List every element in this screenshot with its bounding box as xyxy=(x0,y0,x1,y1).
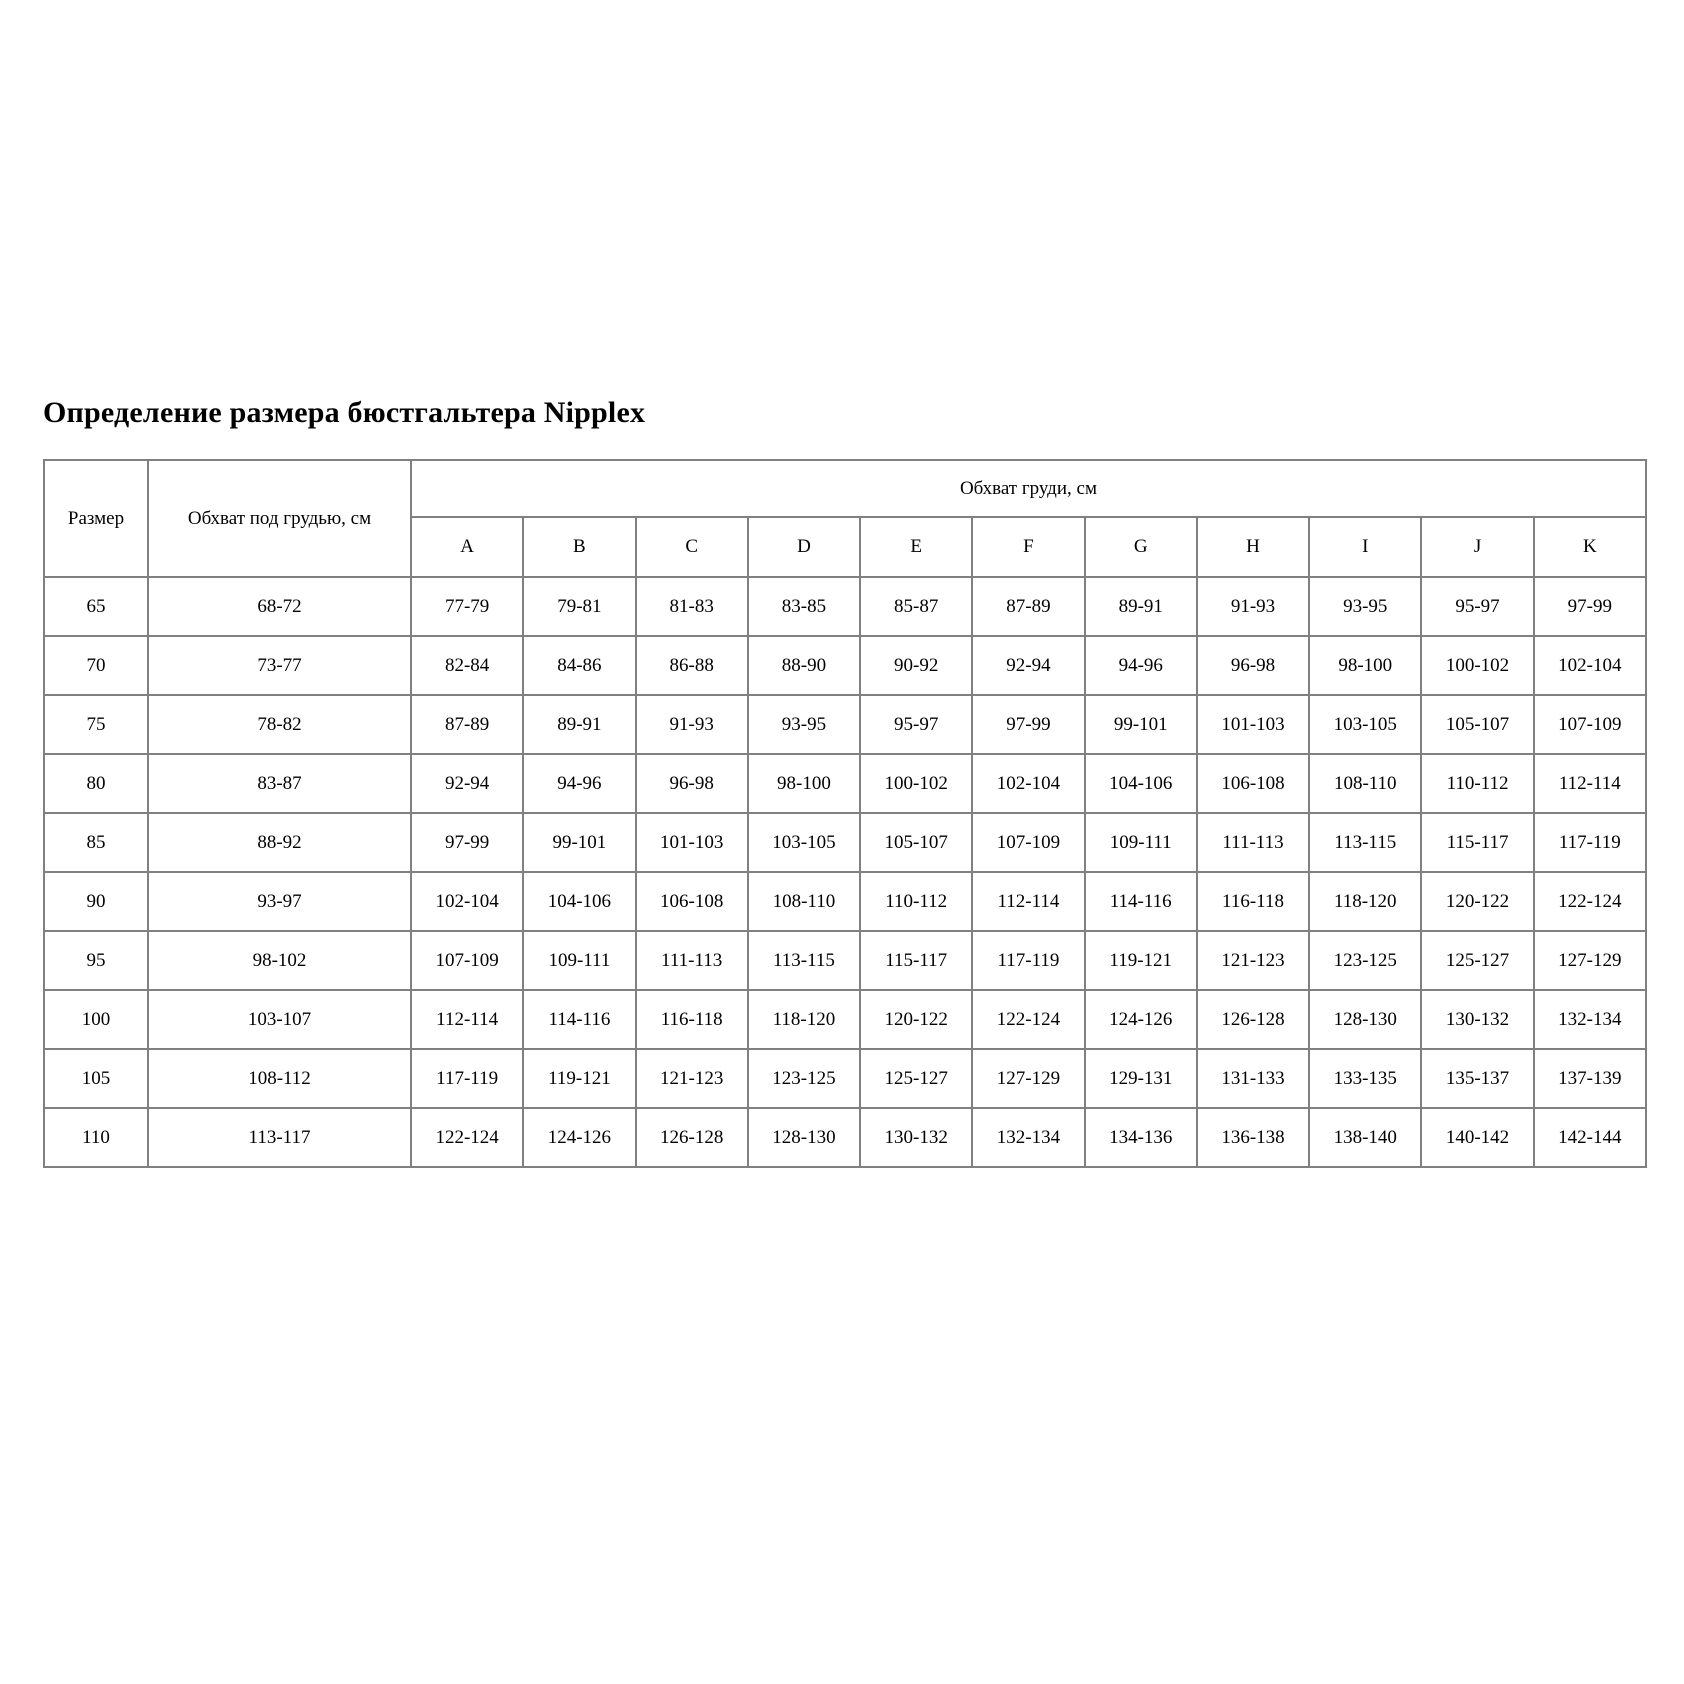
cup-cell: 117-119 xyxy=(972,931,1084,990)
cup-cell: 99-101 xyxy=(523,813,635,872)
cup-cell: 142-144 xyxy=(1534,1108,1646,1167)
cup-cell: 115-117 xyxy=(1421,813,1533,872)
cup-cell: 79-81 xyxy=(523,577,635,636)
cup-header-D: D xyxy=(748,517,860,577)
cup-cell: 127-129 xyxy=(972,1049,1084,1108)
cup-cell: 120-122 xyxy=(1421,872,1533,931)
cup-cell: 95-97 xyxy=(1421,577,1533,636)
table-row xyxy=(44,1108,1646,1167)
cup-cell: 130-132 xyxy=(860,1108,972,1167)
cup-cell: 98-100 xyxy=(748,754,860,813)
table-row xyxy=(44,813,1646,872)
cup-cell: 89-91 xyxy=(1085,577,1197,636)
cup-cell: 103-105 xyxy=(748,813,860,872)
cup-cell: 105-107 xyxy=(1421,695,1533,754)
bust-header-row xyxy=(44,460,1646,517)
bra-size-table xyxy=(43,459,1647,1168)
cup-cell: 125-127 xyxy=(1421,931,1533,990)
underbust-cell: 113-117 xyxy=(148,1108,411,1167)
cup-cell: 94-96 xyxy=(1085,636,1197,695)
cup-cell: 89-91 xyxy=(523,695,635,754)
cup-cell: 110-112 xyxy=(860,872,972,931)
cup-cell: 99-101 xyxy=(1085,695,1197,754)
underbust-cell: 103-107 xyxy=(148,990,411,1049)
cup-cell: 102-104 xyxy=(411,872,523,931)
cup-cell: 97-99 xyxy=(411,813,523,872)
cup-cell: 100-102 xyxy=(1421,636,1533,695)
underbust-cell: 108-112 xyxy=(148,1049,411,1108)
cup-cell: 127-129 xyxy=(1534,931,1646,990)
cup-cell: 87-89 xyxy=(972,577,1084,636)
table-row xyxy=(44,695,1646,754)
cup-cell: 112-114 xyxy=(1534,754,1646,813)
page-title: Определение размера бюстгальтера Nipplex xyxy=(43,396,646,429)
cup-header-J: J xyxy=(1421,517,1533,577)
table-row xyxy=(44,931,1646,990)
cup-cell: 129-131 xyxy=(1085,1049,1197,1108)
cup-cell: 84-86 xyxy=(523,636,635,695)
cup-cell: 91-93 xyxy=(636,695,748,754)
cup-cell: 137-139 xyxy=(1534,1049,1646,1108)
underbust-cell: 98-102 xyxy=(148,931,411,990)
cup-cell: 122-124 xyxy=(411,1108,523,1167)
cup-cell: 98-100 xyxy=(1309,636,1421,695)
cup-cell: 107-109 xyxy=(1534,695,1646,754)
cup-cell: 109-111 xyxy=(1085,813,1197,872)
underbust-cell: 73-77 xyxy=(148,636,411,695)
cup-cell: 128-130 xyxy=(1309,990,1421,1049)
size-column-header: Размер xyxy=(44,460,148,577)
cup-header-G: G xyxy=(1085,517,1197,577)
cup-cell: 133-135 xyxy=(1309,1049,1421,1108)
cup-cell: 86-88 xyxy=(636,636,748,695)
cup-cell: 93-95 xyxy=(1309,577,1421,636)
cup-cell: 102-104 xyxy=(1534,636,1646,695)
cup-cell: 115-117 xyxy=(860,931,972,990)
cup-cell: 118-120 xyxy=(748,990,860,1049)
cup-cell: 124-126 xyxy=(1085,990,1197,1049)
cup-cell: 122-124 xyxy=(972,990,1084,1049)
cup-header-E: E xyxy=(860,517,972,577)
cup-cell: 119-121 xyxy=(1085,931,1197,990)
cup-header-I: I xyxy=(1309,517,1421,577)
size-cell: 85 xyxy=(44,813,148,872)
cup-header-F: F xyxy=(972,517,1084,577)
cup-cell: 102-104 xyxy=(972,754,1084,813)
cup-cell: 112-114 xyxy=(411,990,523,1049)
cup-cell: 85-87 xyxy=(860,577,972,636)
size-table-header xyxy=(44,460,1646,577)
cup-cell: 114-116 xyxy=(1085,872,1197,931)
cup-cell: 94-96 xyxy=(523,754,635,813)
cup-cell: 140-142 xyxy=(1421,1108,1533,1167)
cup-cell: 135-137 xyxy=(1421,1049,1533,1108)
cup-cell: 136-138 xyxy=(1197,1108,1309,1167)
cup-cell: 116-118 xyxy=(636,990,748,1049)
cup-cell: 92-94 xyxy=(972,636,1084,695)
cup-cell: 107-109 xyxy=(411,931,523,990)
cup-cell: 109-111 xyxy=(523,931,635,990)
underbust-cell: 78-82 xyxy=(148,695,411,754)
cup-cell: 101-103 xyxy=(1197,695,1309,754)
cup-cell: 118-120 xyxy=(1309,872,1421,931)
cup-cell: 112-114 xyxy=(972,872,1084,931)
underbust-cell: 93-97 xyxy=(148,872,411,931)
table-row xyxy=(44,754,1646,813)
table-row xyxy=(44,872,1646,931)
underbust-cell: 68-72 xyxy=(148,577,411,636)
cup-cell: 106-108 xyxy=(636,872,748,931)
cup-cell: 104-106 xyxy=(1085,754,1197,813)
cup-header-B: B xyxy=(523,517,635,577)
cup-cell: 114-116 xyxy=(523,990,635,1049)
size-table-body xyxy=(44,577,1646,1167)
cup-header-A: A xyxy=(411,517,523,577)
cup-cell: 138-140 xyxy=(1309,1108,1421,1167)
size-cell: 110 xyxy=(44,1108,148,1167)
cup-cell: 113-115 xyxy=(748,931,860,990)
cup-header-C: C xyxy=(636,517,748,577)
cup-cell: 96-98 xyxy=(1197,636,1309,695)
cup-cell: 81-83 xyxy=(636,577,748,636)
cup-cell: 97-99 xyxy=(972,695,1084,754)
table-row xyxy=(44,577,1646,636)
cup-cell: 77-79 xyxy=(411,577,523,636)
cup-cell: 101-103 xyxy=(636,813,748,872)
cup-cell: 90-92 xyxy=(860,636,972,695)
cup-cell: 95-97 xyxy=(860,695,972,754)
size-cell: 90 xyxy=(44,872,148,931)
cup-cell: 117-119 xyxy=(1534,813,1646,872)
cup-cell: 123-125 xyxy=(748,1049,860,1108)
cup-cell: 130-132 xyxy=(1421,990,1533,1049)
cup-cell: 83-85 xyxy=(748,577,860,636)
cup-cell: 96-98 xyxy=(636,754,748,813)
cup-cell: 116-118 xyxy=(1197,872,1309,931)
cup-cell: 106-108 xyxy=(1197,754,1309,813)
size-cell: 100 xyxy=(44,990,148,1049)
cup-header-K: K xyxy=(1534,517,1646,577)
cup-cell: 126-128 xyxy=(636,1108,748,1167)
cup-cell: 124-126 xyxy=(523,1108,635,1167)
cup-cell: 97-99 xyxy=(1534,577,1646,636)
cup-cell: 88-90 xyxy=(748,636,860,695)
cup-cell: 93-95 xyxy=(748,695,860,754)
table-row xyxy=(44,636,1646,695)
size-cell: 65 xyxy=(44,577,148,636)
cup-cell: 123-125 xyxy=(1309,931,1421,990)
page-content xyxy=(43,396,1645,1168)
cup-cell: 132-134 xyxy=(972,1108,1084,1167)
cup-cell: 91-93 xyxy=(1197,577,1309,636)
underbust-cell: 88-92 xyxy=(148,813,411,872)
cup-cell: 105-107 xyxy=(860,813,972,872)
cup-cell: 113-115 xyxy=(1309,813,1421,872)
cup-cell: 121-123 xyxy=(1197,931,1309,990)
cup-cell: 103-105 xyxy=(1309,695,1421,754)
cup-cell: 117-119 xyxy=(411,1049,523,1108)
cup-cell: 107-109 xyxy=(972,813,1084,872)
size-cell: 95 xyxy=(44,931,148,990)
cup-cell: 111-113 xyxy=(636,931,748,990)
table-row xyxy=(44,990,1646,1049)
cup-cell: 100-102 xyxy=(860,754,972,813)
cup-cell: 111-113 xyxy=(1197,813,1309,872)
size-cell: 105 xyxy=(44,1049,148,1108)
cup-cell: 120-122 xyxy=(860,990,972,1049)
bust-group-header: Обхват груди, см xyxy=(411,460,1646,517)
size-cell: 75 xyxy=(44,695,148,754)
cup-cell: 128-130 xyxy=(748,1108,860,1167)
cup-cell: 126-128 xyxy=(1197,990,1309,1049)
cup-cell: 134-136 xyxy=(1085,1108,1197,1167)
cup-cell: 119-121 xyxy=(523,1049,635,1108)
cup-cell: 110-112 xyxy=(1421,754,1533,813)
cup-cell: 104-106 xyxy=(523,872,635,931)
cup-cell: 87-89 xyxy=(411,695,523,754)
cup-cell: 125-127 xyxy=(860,1049,972,1108)
cup-cell: 108-110 xyxy=(748,872,860,931)
cup-header-H: H xyxy=(1197,517,1309,577)
cup-cell: 132-134 xyxy=(1534,990,1646,1049)
cup-cell: 131-133 xyxy=(1197,1049,1309,1108)
cup-cell: 121-123 xyxy=(636,1049,748,1108)
table-row xyxy=(44,1049,1646,1108)
cup-cell: 122-124 xyxy=(1534,872,1646,931)
cup-cell: 108-110 xyxy=(1309,754,1421,813)
cup-cell: 82-84 xyxy=(411,636,523,695)
size-cell: 80 xyxy=(44,754,148,813)
size-cell: 70 xyxy=(44,636,148,695)
underbust-column-header: Обхват под грудью, см xyxy=(148,460,411,577)
underbust-cell: 83-87 xyxy=(148,754,411,813)
cup-cell: 92-94 xyxy=(411,754,523,813)
